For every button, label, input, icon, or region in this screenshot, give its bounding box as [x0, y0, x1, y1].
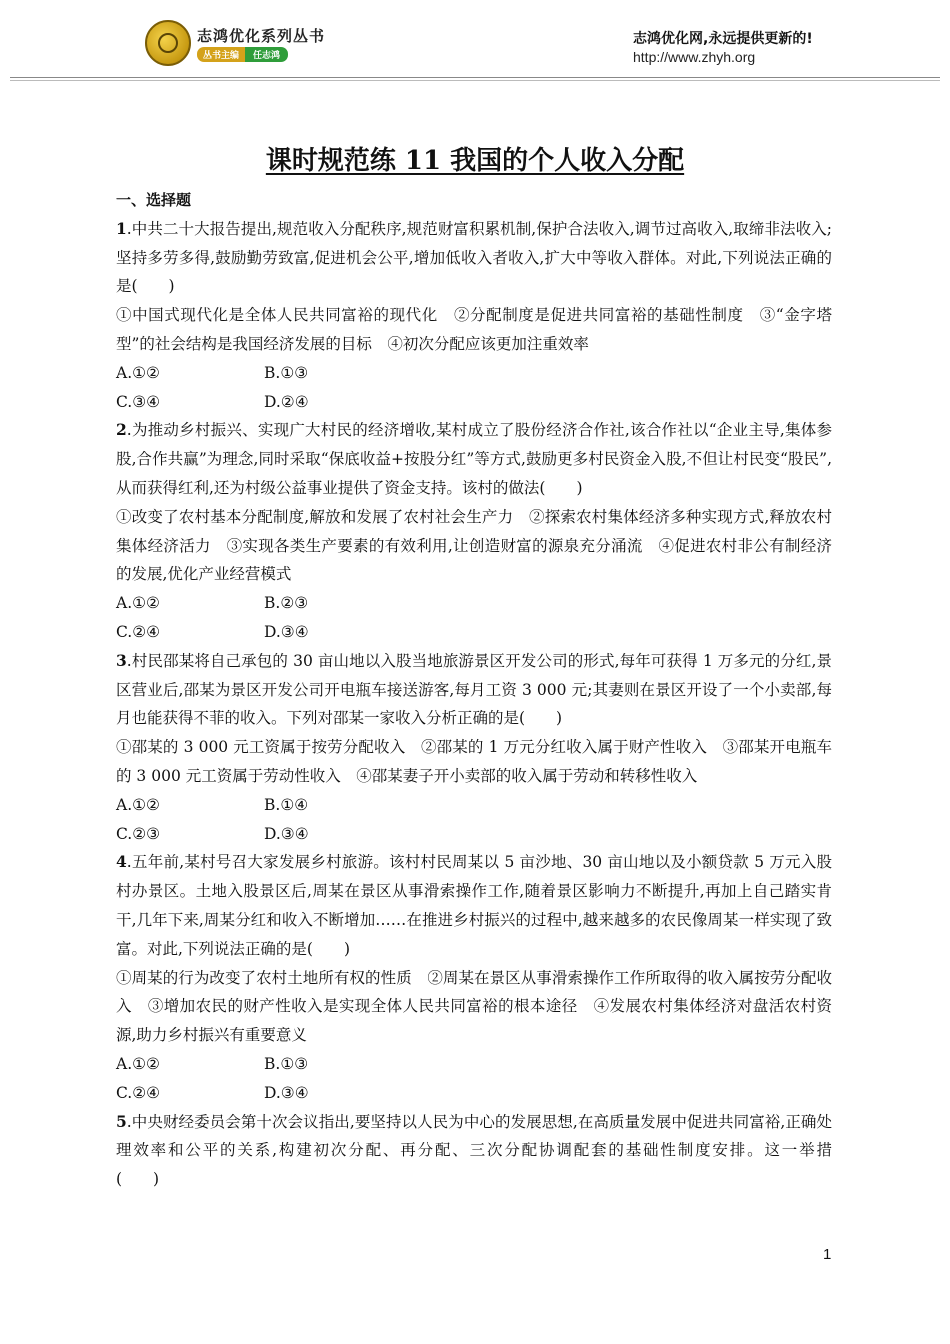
question	[116, 1108, 910, 1194]
page-header	[0, 0, 950, 82]
question-statements: ①改变了农村基本分配制度,解放和发展了农村社会生产力 ②探索农村集体经济多种实现方式,释放农村集体经济活力 ③实现各类生产要素的有效利用,让创造财富的源泉充分涌流 ④促进农村非公有制经济的发展,优化产业经营模式	[116, 507, 832, 584]
choice-a[interactable]: A.①②	[116, 1054, 160, 1073]
choice-row	[116, 589, 832, 618]
series-editor-name: 任志鸿	[245, 47, 288, 62]
choice-d[interactable]: D.②④	[264, 392, 309, 411]
choice-c[interactable]: C.②④	[116, 622, 161, 641]
question-number: 5	[116, 1111, 127, 1131]
document-body	[116, 186, 910, 1194]
choice-c[interactable]: C.②③	[116, 824, 161, 843]
question-stem	[116, 1108, 910, 1194]
choice-c[interactable]: C.③④	[116, 392, 161, 411]
choice-b[interactable]: B.①④	[264, 795, 309, 814]
question-text: .村民邵某将自己承包的 30 亩山地以入股当地旅游景区开发公司的形式,每年可获得 1 万多元的分红,景区营业后,邵某为景区开发公司开电瓶车接送游客,每月工资 3 000 元;其妻则在景区开设了一个小卖部,每月也能获得不菲的收入。下列对邵某一家收入分析正确的是( )	[116, 651, 832, 728]
question-number: 4	[116, 852, 127, 872]
question-stem	[116, 215, 832, 301]
question-text: .中共二十大报告提出,规范收入分配秩序,规范财富积累机制,保护合法收入,调节过高收入,取缔非法收入;坚持多劳多得,鼓励勤劳致富,促进机会公平,增加低收入者收入,扩大中等收入群体。对此,下列说法正确的是( )	[116, 219, 832, 296]
choice-row	[116, 820, 832, 849]
question-text: .为推动乡村振兴、实现广大村民的经济增收,某村成立了股份经济合作社,该合作社以“企业主导,集体参股,合作共赢”为理念,同时采取“保底收益+按股分红”等方式,鼓励更多村民资金入股,不但让村民变“股民”,从而获得红利,还为村级公益事业提供了资金支持。该村的做法( )	[116, 421, 832, 497]
page-title: 课时规范练 11 我国的个人收入分配	[265, 146, 685, 176]
choice-row	[116, 388, 832, 417]
series-editor-bar	[197, 47, 288, 61]
question-text: .五年前,某村号召大家发展乡村旅游。该村村民周某以 5 亩沙地、30 亩山地以及小额贷款 5 万元入股村办景区。土地入股景区后,周某在景区从事滑索操作工作,随着景区影响力不断提升,再加上自己踏实肯干,几年下来,周某分红和收入不断增加……在推进乡村振兴的过程中,越来越多的农民像周某一样实现了致富。对此,下列说法正确的是( )	[116, 853, 832, 958]
question-text: .中央财经委员会第十次会议指出,要坚持以人民为中心的发展思想,在高质量发展中促进共同富裕,正确处理效率和公平的关系,构建初次分配、再分配、三次分配协调配套的基础性制度安排。这一举措 ( )	[116, 1112, 910, 1189]
question-number: 3	[116, 650, 127, 670]
section-heading: 一、选择题	[116, 191, 192, 209]
choice-row	[116, 359, 832, 388]
question-number: 1	[116, 218, 127, 238]
choice-c[interactable]: C.②④	[116, 1083, 161, 1102]
choice-d[interactable]: D.③④	[264, 824, 309, 843]
header-url[interactable]: http://www.zhyh.org	[633, 49, 756, 65]
question	[116, 215, 832, 417]
choice-a[interactable]: A.①②	[116, 363, 160, 382]
question-stem	[116, 848, 832, 963]
header-divider	[10, 77, 940, 78]
question	[116, 647, 832, 849]
question	[116, 416, 832, 646]
choice-d[interactable]: D.③④	[264, 1083, 309, 1102]
page-number: 1	[823, 1246, 832, 1263]
question-statements: ①周某的行为改变了农村土地所有权的性质 ②周某在景区从事滑索操作工作所取得的收入属按劳分配收入 ③增加农民的财产性收入是实现全体人民共同富裕的根本途径 ④发展农村集体经济对盘活农村资源,助力乡村振兴有重要意义	[116, 968, 832, 1045]
choice-b[interactable]: B.①③	[264, 363, 309, 382]
question-number: 2	[116, 420, 127, 440]
choice-a[interactable]: A.①②	[116, 795, 160, 814]
series-name: 志鸿优化系列丛书	[197, 27, 326, 45]
question-stem	[116, 647, 832, 733]
choice-d[interactable]: D.③④	[264, 622, 309, 641]
question-statements: ①邵某的 3 000 元工资属于按劳分配收入 ②邵某的 1 万元分红收入属于财产性收入 ③邵某开电瓶车的 3 000 元工资属于劳动性收入 ④邵某妻子开小卖部的收入属于劳动和转移性收入	[116, 738, 832, 785]
choice-row	[116, 618, 832, 647]
header-slogan: 志鸿优化网,永远提供更新的!	[633, 31, 813, 47]
question-statements: ①中国式现代化是全体人民共同富裕的现代化 ②分配制度是促进共同富裕的基础性制度 ③“金字塔型”的社会结构是我国经济发展的目标 ④初次分配应该更加注重效率	[116, 306, 832, 353]
choice-b[interactable]: B.②③	[264, 594, 309, 613]
series-logo-icon	[145, 20, 191, 66]
choice-b[interactable]: B.①③	[264, 1054, 309, 1073]
question	[116, 848, 832, 1107]
question-stem	[116, 416, 832, 502]
choice-a[interactable]: A.①②	[116, 594, 160, 613]
header-divider-secondary	[10, 80, 940, 81]
choice-row	[116, 791, 832, 820]
choice-row	[116, 1050, 832, 1079]
series-sub-label: 丛书主编	[197, 47, 245, 62]
choice-row	[116, 1079, 832, 1108]
